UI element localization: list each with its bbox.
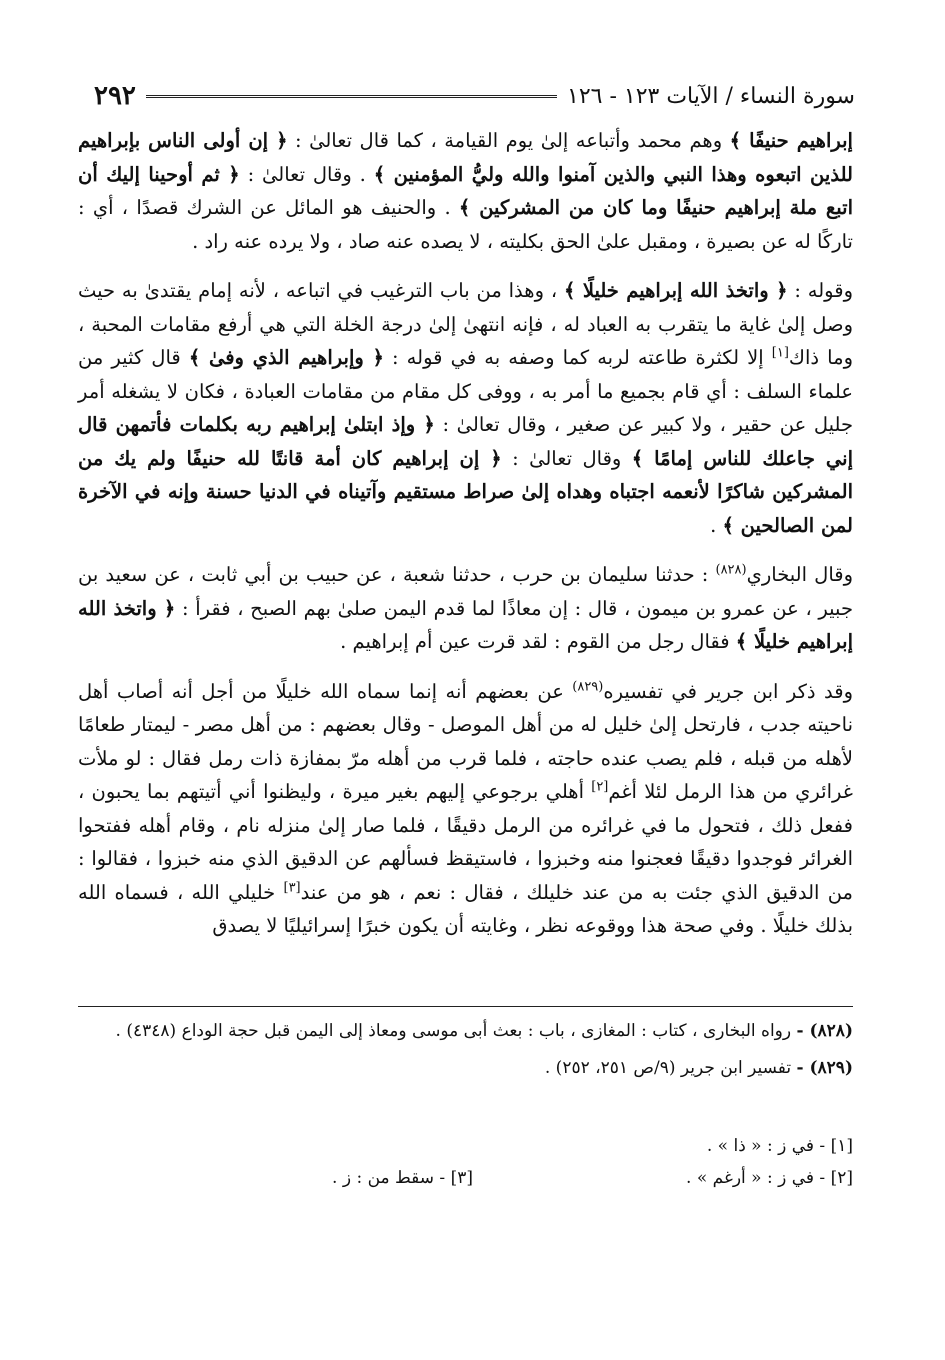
text-segment: عن بعضهم أنه إنما سماه الله خليلًا من أجل أنه أصاب أهل ناحيته جدب ، فارتحل إلىٰ خليل له من أهل الموصل - وقال بعضهم : من أهل مصر - ليمتار طعامًا لأهله من قبله ، فلم يصب عنده حاجته ، فلما قرب من أهله مرّ بمفازة ذات رمل فقال : لو ملأت غرائري من هذا الرمل لئلا أغم — [78, 679, 853, 803]
text-segment: وقوله : — [787, 279, 853, 302]
footnote — [78, 1017, 853, 1046]
quran-quote: ﴿ واتخذ الله إبراهيم خليلًا ﴾ — [78, 596, 853, 653]
quran-quote: ﴿ إن أولى الناس بإبراهيم للذين اتبعوه وهذا النبي والذين آمنوا والله وليُّ المؤمنين ﴾ — [78, 129, 853, 186]
quran-quote: ﴿ وإذ ابتلىٰ إبراهيم ربه بكلمات فأتمهن قال إني جاعلك للناس إمامًا ﴾ — [78, 413, 853, 470]
text-segment: وقال البخاري — [746, 563, 853, 586]
quran-quote: ﴿ إن إبراهيم كان أمة قانتًا لله حنيفًا ولم يك من المشركين شاكرًا لأنعمه اجتباه وهداه إلىٰ صراط مستقيم وآتيناه في الدنيا حسنة وإنه في الآخرة لمن الصالحين ﴾ — [78, 446, 853, 537]
footnote-number: (٨٢٨) - — [796, 1021, 853, 1041]
text-segment: فقال رجل من القوم : لقد قرت عين أم إبراهيم . — [340, 630, 736, 653]
text-segment: خليلي الله ، فسماه الله بذلك خليلًا . وفي صحة هذا ووقوعه نظر ، وغايته أن يكون خبرًا إسرائيليًا لا يصدق — [78, 880, 853, 937]
header-rule — [146, 95, 557, 98]
text-segment: إلا لكثرة طاعته لربه كما وصفه به في قوله : — [383, 346, 772, 369]
footnotes — [78, 1006, 853, 1091]
quran-quote: ﴿ واتخذ الله إبراهيم خليلًا ﴾ — [563, 279, 788, 302]
text-segment: ، وهذا من باب الترغيب في اتباعه ، لأنه إمام يقتدىٰ به حيث وصل إلىٰ غاية ما يتقرب به العباد له ، فإنه انتهىٰ إلىٰ درجة الخلة التي هي أرفع مقامات المحبة ، وما ذاك — [78, 279, 853, 369]
note-row — [78, 1162, 853, 1194]
paragraph — [78, 274, 853, 542]
running-title: سورة النساء / الآيات ١٢٣ - ١٢٦ — [567, 83, 855, 109]
variant-note: [٣] - سقط من : ز . — [332, 1168, 473, 1188]
footnote-text: تفسير ابن جرير (٩/ص ٢٥١، ٢٥٢) . — [544, 1058, 797, 1078]
text-segment: أهلي برجوعي إليهم بغير ميرة ، وليظنوا أني أتيتهم بما يحبون ، ففعل ذلك ، فتحول ما في غرائره من الرمل دقيقًا ، فلما صار إلىٰ منزله نام ، وقام أهله ففتحوا الغرائر فوجدوا دقيقًا فعجنوا منه وخبزوا ، فاستيقظ فسألهم عن الدقيق الذي منه خبزوا ، فقالوا : من الدقيق الذي جئت به من عند خليلك ، فقال : نعم ، هو من عند — [78, 780, 853, 904]
paragraph — [78, 124, 853, 258]
text-segment: قال كثير من علماء السلف : أي قام بجميع ما أمر به ، ووفى كل مقام من مقامات العبادة ، فكان لا يشغله أمر جليل عن حقير ، ولا كبير عن صغير ، وقال تعالىٰ : — [78, 346, 854, 436]
text-segment: . وقال تعالىٰ : — [239, 162, 374, 186]
variant-note: [١] - في ز : « ذا » . — [706, 1136, 853, 1156]
quran-quote: ﴿ ثم أوحينا إليك أن اتبع ملة إبراهيم حنيفًا وما كان من المشركين ﴾ — [78, 162, 853, 219]
footnote — [78, 1054, 853, 1083]
text-segment: وهم محمد وأتباعه إلىٰ يوم القيامة ، كما قال تعالىٰ : — [287, 129, 730, 152]
paragraph — [78, 675, 853, 943]
text-segment: . — [710, 513, 723, 537]
reference-marker: [٢] — [591, 779, 609, 795]
reference-marker: (٨٢٩) — [572, 679, 604, 694]
main-text — [78, 124, 853, 959]
paragraph — [78, 558, 853, 659]
reference-marker: [١] — [771, 345, 789, 361]
variant-notes — [78, 1130, 853, 1194]
quran-quote: إبراهيم حنيفًا ﴾ — [729, 129, 853, 152]
quran-quote: ﴿ وإبراهيم الذي وفىٰ ﴾ — [188, 346, 384, 369]
reference-marker: (٨٢٨) — [715, 562, 747, 578]
text-segment: : حدثنا سليمان بن حرب ، حدثنا شعبة ، عن حبيب بن أبي ثابت ، عن سعيد بن جبير ، عن عمرو بن ميمون ، قال : إن معاذًا لما قدم اليمن صلىٰ بهم الصبح ، فقرأ : — [78, 563, 853, 620]
footnote-text: رواه البخارى ، كتاب : المغازى ، باب : بعث أبى موسى ومعاذ إلى اليمن قبل حجة الوداع (٤٣٤٨) . — [115, 1021, 797, 1041]
text-segment: وقال تعالىٰ : — [501, 446, 632, 470]
note-row — [78, 1130, 853, 1162]
text-segment: وقد ذكر ابن جرير في تفسيره — [603, 679, 853, 703]
page-number: ٢٩٢ — [94, 81, 136, 111]
footnote-number: (٨٢٩) - — [796, 1058, 853, 1078]
reference-marker: [٣] — [283, 880, 301, 895]
page-header — [80, 78, 855, 114]
text-segment: . والحنيف هو المائل عن الشرك قصدًا ، أي : تاركًا له عن بصيرة ، ومقبل علىٰ الحق بكليته ، لا يصده عنه صاد ، ولا يرده عنه راد . — [78, 196, 853, 253]
variant-note: [٢] - في ز : « أرغم » . — [686, 1168, 853, 1188]
